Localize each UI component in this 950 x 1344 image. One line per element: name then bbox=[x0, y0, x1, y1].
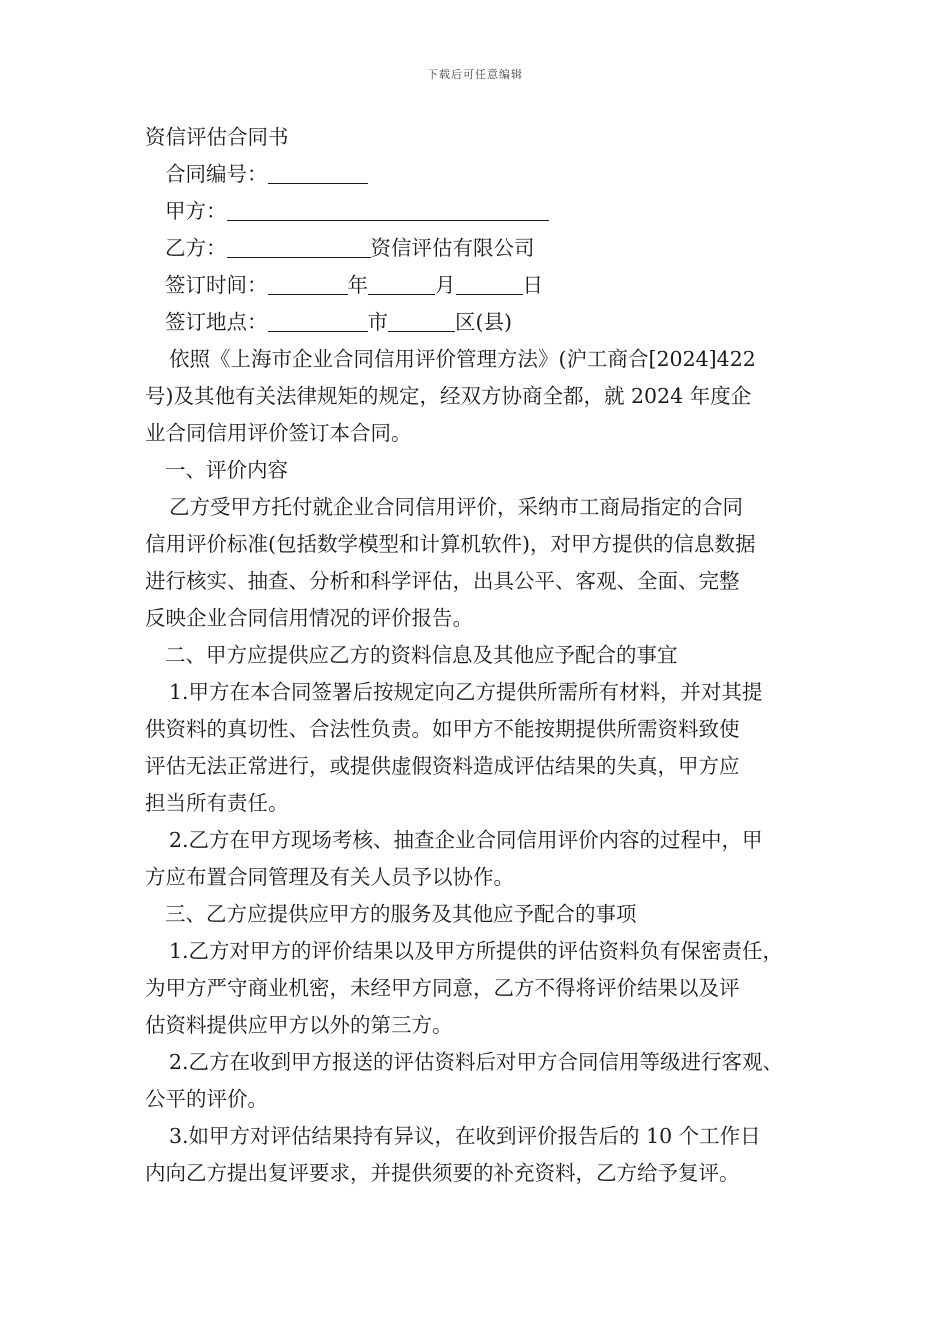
city-blank bbox=[268, 307, 368, 332]
party-b-suffix: 资信评估有限公司 bbox=[370, 236, 535, 260]
section-2-heading: 二、甲方应提供应乙方的资料信息及其他应予配合的事宜 bbox=[165, 643, 678, 667]
document-title: 资信评估合同书 bbox=[145, 125, 289, 149]
year-blank bbox=[268, 270, 348, 295]
section-3-item-1-line: 1.乙方对甲方的评价结果以及甲方所提供的评估资料负有保密责任， bbox=[169, 939, 784, 963]
year-label: 年 bbox=[347, 273, 368, 297]
sign-place-label: 签订地点： bbox=[165, 310, 268, 334]
section-3-item-2-line: 2.乙方在收到甲方报送的评估资料后对甲方合同信用等级进行客观、 bbox=[169, 1050, 784, 1074]
day-label: 日 bbox=[522, 273, 543, 297]
party-b-label: 乙方： bbox=[165, 236, 227, 260]
month-blank bbox=[368, 270, 435, 295]
sign-time-label: 签订时间： bbox=[165, 273, 268, 297]
intro-line: 业合同信用评价签订本合同。 bbox=[145, 421, 412, 445]
section-3-heading: 三、乙方应提供应甲方的服务及其他应予配合的事项 bbox=[165, 902, 637, 926]
section-3-item-3-line: 内向乙方提出复评要求，并提供须要的补充资料，乙方给予复评。 bbox=[145, 1161, 740, 1185]
section-3-item-2-line: 公平的评价。 bbox=[145, 1087, 268, 1111]
district-label: 区(县) bbox=[455, 310, 512, 334]
section-1-line: 反映企业合同信用情况的评价报告。 bbox=[145, 606, 473, 630]
section-2-item-1-line: 1.甲方在本合同签署后按规定向乙方提供所需所有材料，并对其提 bbox=[169, 680, 763, 704]
section-3-item-3-line: 3.如甲方对评估结果持有异议，在收到评价报告后的 10 个工作日 bbox=[169, 1124, 761, 1148]
section-1-line: 乙方受甲方托付就企业合同信用评价，采纳市工商局指定的合同 bbox=[169, 495, 743, 519]
intro-line: 号)及其他有关法律规矩的规定，经双方协商全都，就 2024 年度企 bbox=[145, 384, 752, 408]
day-blank bbox=[456, 270, 523, 295]
contract-number-line bbox=[145, 156, 820, 193]
party-a-blank bbox=[227, 196, 549, 221]
section-1-line: 信用评价标准(包括数学模型和计算机软件)，对甲方提供的信息数据 bbox=[145, 532, 756, 556]
page-header-note: 下载后可任意编辑 bbox=[427, 68, 523, 81]
contract-document bbox=[145, 119, 820, 1192]
section-2-item-1-line: 供资料的真切性、合法性负责。如甲方不能按期提供所需资料致使 bbox=[145, 717, 740, 741]
month-label: 月 bbox=[435, 273, 456, 297]
district-blank bbox=[388, 307, 455, 332]
section-1-heading: 一、评价内容 bbox=[165, 458, 288, 482]
contract-number-blank bbox=[268, 159, 368, 184]
section-2-item-1-line: 评估无法正常进行，或提供虚假资料造成评估结果的失真，甲方应 bbox=[145, 754, 740, 778]
contract-number-label: 合同编号： bbox=[165, 162, 268, 186]
intro-line: 依照《上海市企业合同信用评价管理方法》(沪工商合[2024]422 bbox=[169, 347, 756, 371]
section-2-item-1-line: 担当所有责任。 bbox=[145, 791, 289, 815]
section-3-item-1-line: 为甲方严守商业机密，未经甲方同意，乙方不得将评价结果以及评 bbox=[145, 976, 740, 1000]
city-label: 市 bbox=[367, 310, 388, 334]
party-a-label: 甲方： bbox=[165, 199, 227, 223]
section-2-item-2-line: 方应布置合同管理及有关人员予以协作。 bbox=[145, 865, 514, 889]
party-b-line bbox=[145, 230, 820, 267]
section-2-item-2-line: 2.乙方在甲方现场考核、抽查企业合同信用评价内容的过程中，甲 bbox=[169, 828, 763, 852]
party-a-line bbox=[145, 193, 820, 230]
sign-time-line bbox=[145, 267, 820, 304]
section-3-item-1-line: 估资料提供应甲方以外的第三方。 bbox=[145, 1013, 453, 1037]
party-b-blank bbox=[227, 233, 371, 258]
sign-place-line bbox=[145, 304, 820, 341]
section-1-line: 进行核实、抽查、分析和科学评估，出具公平、客观、全面、完整 bbox=[145, 569, 740, 593]
